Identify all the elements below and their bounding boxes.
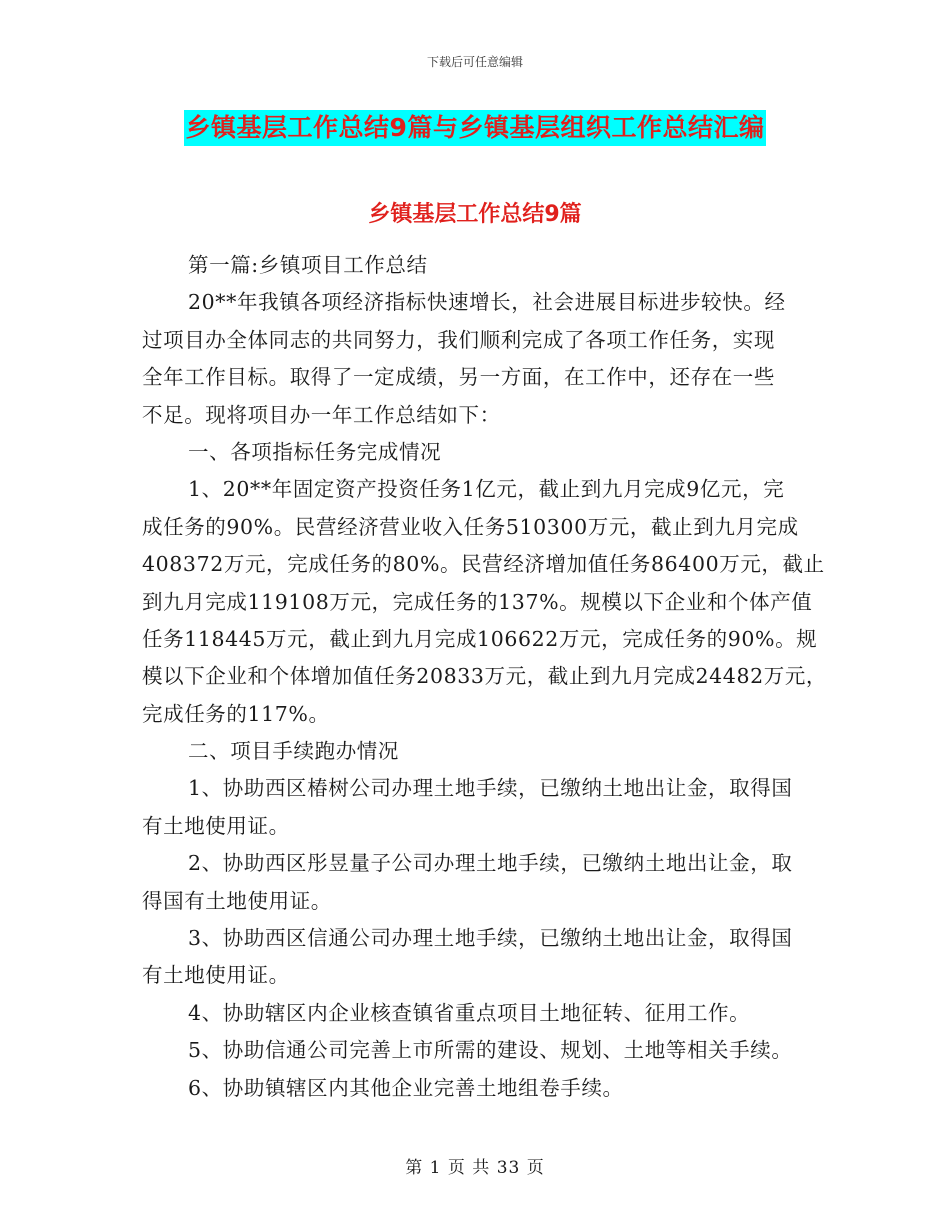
text-line: 有土地使用证。 xyxy=(142,813,290,838)
main-title-container xyxy=(0,110,950,146)
text-line: 有土地使用证。 xyxy=(142,963,290,988)
text-line: 模以下企业和个体增加值任务20833万元，截止到九月完成24482万元， xyxy=(142,664,828,689)
text-line: 3、协助西区信通公司办理土地手续，已缴纳土地出让金，取得国 xyxy=(188,926,793,951)
text-line: 1、协助西区椿树公司办理土地手续，已缴纳土地出让金，取得国 xyxy=(188,776,793,801)
text-line: 1、20**年固定资产投资任务1亿元，截止到九月完成9亿元，完 xyxy=(188,477,785,502)
section-title: 乡镇基层工作总结9篇 xyxy=(368,202,582,227)
text-line: 408372万元，完成任务的80%。民营经济增加值任务86400万元，截止 xyxy=(142,552,825,577)
document-body xyxy=(142,247,828,1107)
main-title: 乡镇基层工作总结9篇与乡镇基层组织工作总结汇编 xyxy=(184,110,767,146)
text-line: 第一篇:乡镇项目工作总结 xyxy=(188,253,428,277)
download-note: 下载后可任意编辑 xyxy=(426,55,523,69)
text-line: 到九月完成119108万元，完成任务的137%。规模以下企业和个体产值 xyxy=(142,589,813,614)
text-line: 4、协助辖区内企业核查镇省重点项目土地征转、征用工作。 xyxy=(188,1000,751,1025)
text-line: 20**年我镇各项经济指标快速增长，社会进展目标进步较快。经 xyxy=(188,290,786,315)
page-number: 第 1 页 共 33 页 xyxy=(405,1158,545,1178)
text-line: 得国有土地使用证。 xyxy=(142,888,332,913)
text-line: 任务118445万元，截止到九月完成106622万元，完成任务的90%。规 xyxy=(142,626,818,651)
text-line: 二、项目手续跑办情况 xyxy=(188,739,399,764)
text-line: 2、协助西区彤昱量子公司办理土地手续，已缴纳土地出让金，取 xyxy=(188,851,793,876)
text-line: 6、协助镇辖区内其他企业完善土地组卷手续。 xyxy=(188,1075,624,1100)
text-line: 完成任务的117%。 xyxy=(142,701,330,726)
text-line: 全年工作目标。取得了一定成绩，另一方面，在工作中，还存在一些 xyxy=(142,365,775,390)
text-line: 5、协助信通公司完善上市所需的建设、规划、土地等相关手续。 xyxy=(188,1038,793,1063)
text-line: 成任务的90%。民营经济营业收入任务510300万元，截止到九月完成 xyxy=(142,514,799,539)
text-line: 过项目办全体同志的共同努力，我们顺利完成了各项工作任务，实现 xyxy=(142,327,775,352)
text-line: 不足。现将项目办一年工作总结如下： xyxy=(142,402,501,427)
text-line: 一、各项指标任务完成情况 xyxy=(188,439,442,464)
